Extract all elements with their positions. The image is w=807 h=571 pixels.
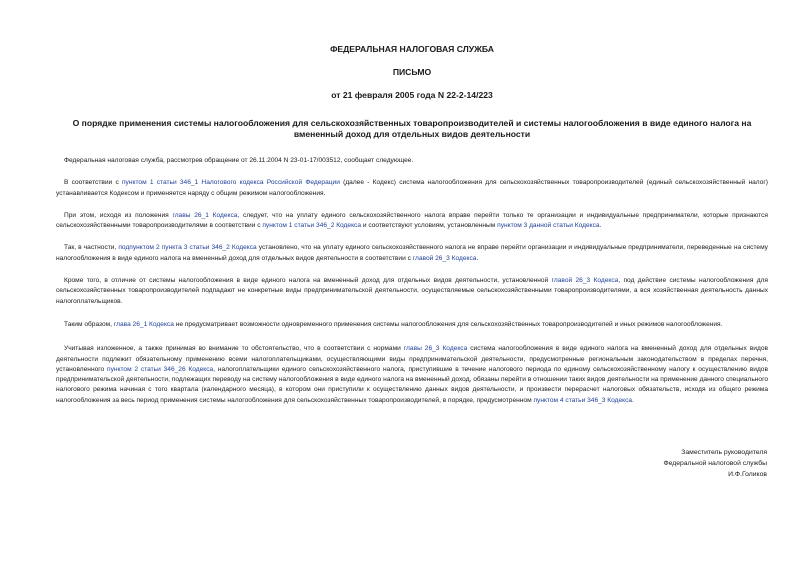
paragraph-5 (56, 276, 768, 307)
link-article-346-26[interactable]: пунктом 2 статьи 346_26 Кодекса (107, 365, 214, 373)
paragraph-3 (56, 211, 768, 232)
paragraph-4 (56, 243, 768, 264)
link-article-346-2-p3[interactable]: пунктом 3 данной статьи Кодекса (497, 222, 600, 230)
link-article-346-2-sp2[interactable]: подпунктом 2 пункта 3 статьи 346_2 Кодекса (118, 244, 257, 252)
text: Кроме того, в отличие от системы налогообложения в виде единого налога на вмененный доход для отдельных видов деятельности, установленной (64, 277, 552, 285)
link-article-346-1[interactable]: пунктом 1 статьи 346_1 Налогового кодекса Российской Федерации (121, 179, 340, 187)
document-body (56, 44, 768, 406)
link-chapter-26-3[interactable]: главой 26_3 Кодекса (412, 254, 477, 262)
text: , налогоплательщики единого сельскохозяйственного налога, приступившие в течение налогового периода по единому сельскохозяйственному налогу к осуществлению видов предпринимательской деятельности, подлежащих переводу на систему налогообложения в виде единого налога на вмененный доход, обязаны перейти в отношении таких видов деятельности на применение данного специального налогового режима начиная с того квартала (календарного месяца), в котором они приступили к осуществлению данных видов деятельности, и произвести перерасчет налоговых обязательств, исходя из общего режима налогообложения за весь период применения системы налогообложения для сельскохозяйственных товаропроизводителей, в порядке, предусмотренном (56, 365, 768, 404)
text: . (632, 396, 634, 404)
text: не предусматривает возможности одновременного применения системы налогообложения для сельскохозяйственных товаропроизводителей и иных режимов налогообложения. (173, 320, 723, 328)
agency-title: ФЕДЕРАЛЬНАЯ НАЛОГОВАЯ СЛУЖБА (330, 44, 494, 54)
link-article-346-3[interactable]: пунктом 4 статьи 346_3 Кодекса (533, 396, 633, 404)
text: В соответствии с (64, 179, 122, 187)
link-chapter-26-1[interactable]: главы 26_1 Кодекса (172, 211, 238, 219)
paragraph-2 (56, 178, 768, 199)
text: (далее - Кодекс) система налогообложения для сельскохозяйственных товаропроизводителей (единый сельскохозяйственный налог) устанавливается Кодексом и применяется наряду с общим режимом налогообложения. (56, 179, 768, 197)
signature-agency: Федеральной налоговой службы (663, 460, 767, 467)
link-article-346-2-p1[interactable]: пунктом 1 статьи 346_2 Кодекса (262, 222, 361, 230)
text: и соответствуют условиям, установленным (361, 222, 498, 230)
text: Так, в частности, (64, 244, 119, 252)
paragraph-7 (56, 344, 768, 406)
text: . (476, 254, 479, 262)
text: Таким образом, (64, 320, 114, 328)
paragraph-6 (56, 320, 768, 330)
text: система налогообложения в виде единого налога на вмененный доход для отдельных видов деятельности подлежит обязательному применению всеми налогоплательщиками, осуществляющими виды предпринимательской деятельности, предусмотренные региональным законодательством в пределах перечня, установленного (56, 345, 768, 373)
text: . (599, 222, 602, 230)
link-chapter-26-1[interactable]: глава 26_1 Кодекса (113, 320, 174, 328)
signature-block (663, 447, 767, 480)
signature-name: И.Ф.Голиков (728, 471, 767, 478)
text: При этом, исходя из положения (64, 211, 173, 219)
document-date: от 21 февраля 2005 года N 22-2-14/223 (331, 90, 493, 100)
text: , следует, что на уплату единого сельскохозяйственного налога вправе перейти только те организации и индивидуальные предприниматели, которые признаются сельскохозяйственными товаропроизводителями в соответствии с (56, 211, 768, 230)
link-chapter-26-3[interactable]: главой 26_3 Кодекса (551, 277, 619, 285)
link-chapter-26-3[interactable]: главы 26_3 Кодекса (403, 345, 468, 353)
text: установлено, что на уплату единого сельскохозяйственного налога не вправе перейти организации и индивидуальные предприниматели, переведенные на систему налогообложения в виде единого налога на вмененный доход для отдельных видов деятельности в соответствии с (56, 244, 768, 262)
signature-position: Заместитель руководителя (681, 449, 767, 456)
text: Учитывая изложенное, а также принимая во внимание то обстоятельство, что в соответствии с нормами (64, 345, 404, 353)
paragraph-intro: Федеральная налоговая служба, рассмотрев обращение от 26.11.2004 N 23-01-17/003512, сообщает следующее. (64, 157, 414, 164)
document-type: ПИСЬМО (392, 67, 432, 77)
document-subject: О порядке применения системы налогообложения для сельскохозяйственных товаропроизводителей и системы налогообложения в виде единого налога на вмененный доход для отдельных видов деятельности (72, 118, 752, 139)
text: , под действие системы налогообложения для сельскохозяйственных товаропроизводителей подпадают не конкретные виды предпринимательской деятельности, осуществляемые сельскохозяйственными товаропроизводителями, а вся хозяйственная деятельность данных налогоплательщиков. (56, 277, 768, 305)
